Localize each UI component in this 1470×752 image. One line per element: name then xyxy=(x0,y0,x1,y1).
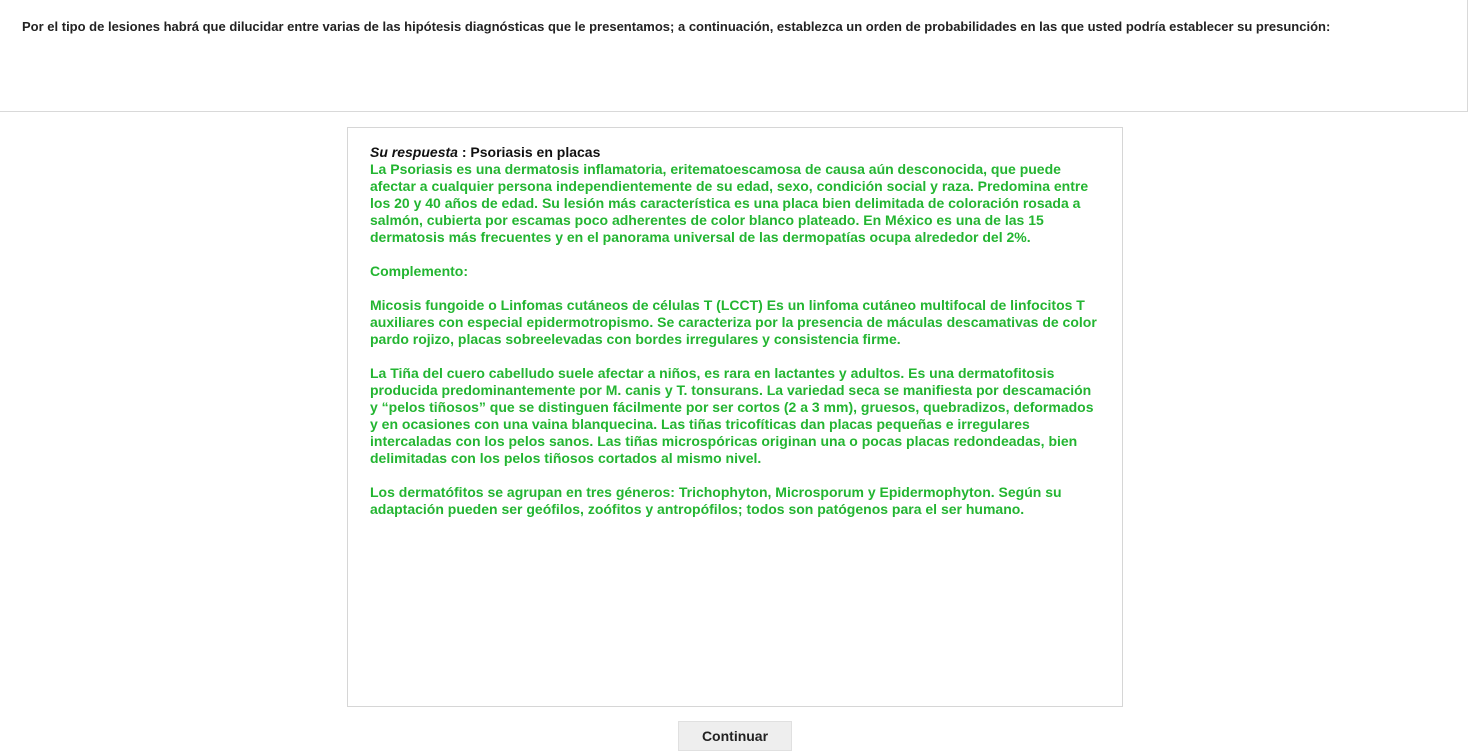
complement-paragraph-1: Micosis fungoide o Linfomas cutáneos de células T (LCCT) Es un linfoma cutáneo multifocal de linfocitos T auxiliares con especial epidermotropismo. Se caracteriza por la presencia de máculas descamativas de color pardo rojizo, placas sobreelevadas con bordes irregulares y consistencia firme. xyxy=(370,297,1097,347)
question-panel xyxy=(0,0,1468,112)
question-text: Por el tipo de lesiones habrá que dilucidar entre varias de las hipótesis diagnósticas que le presentamos; a continuación, establezca un orden de probabilidades en las que usted podría establecer su presunción: xyxy=(22,19,1331,34)
answer-label: Su respuesta xyxy=(370,144,458,160)
answer-value: Psoriasis en placas xyxy=(470,144,601,160)
explanation-text: La Psoriasis es una dermatosis inflamatoria, eritematoescamosa de causa aún desconocida, que puede afectar a cualquier persona independientemente de su edad, sexo, condición social y raza. Predomina entre los 20 y 40 años de edad. Su lesión más característica es una placa bien delimitada de coloración rosada a salmón, cubierta por escamas poco adherentes de color blanco plateado. En México es una de las 15 dermatosis más frecuentes y en el panorama universal de las dermopatías ocupa alrededor del 2%. xyxy=(370,161,1089,245)
complement-heading: Complemento: xyxy=(370,263,468,279)
complement-paragraph-2: La Tiña del cuero cabelludo suele afectar a niños, es rara en lactantes y adultos. Es una dermatofitosis producida predominantemente por M. canis y T. tonsurans. La variedad seca se manifiesta por descamación y “pelos tiñosos” que se distinguen fácilmente por ser cortos (2 a 3 mm), gruesos, quebradizos, deformados y en ocasiones con una vaina blanquecina. Las tiñas tricofíticas dan placas pequeñas e irregulares intercaladas con los pelos sanos. Las tiñas microspóricas originan una o pocas placas redondeadas, bien delimitadas con los pelos tiñosos cortados al mismo nivel. xyxy=(370,365,1094,466)
answer-separator: : xyxy=(457,144,471,160)
continue-button[interactable]: Continuar xyxy=(678,721,792,751)
answer-line xyxy=(370,144,1100,161)
feedback-card xyxy=(347,127,1123,707)
complement-paragraph-3: Los dermatófitos se agrupan en tres géneros: Trichophyton, Microsporum y Epidermophyton. Según su adaptación pueden ser geófilos, zoófitos y antropófilos; todos son patógenos para el ser humano. xyxy=(370,484,1062,517)
